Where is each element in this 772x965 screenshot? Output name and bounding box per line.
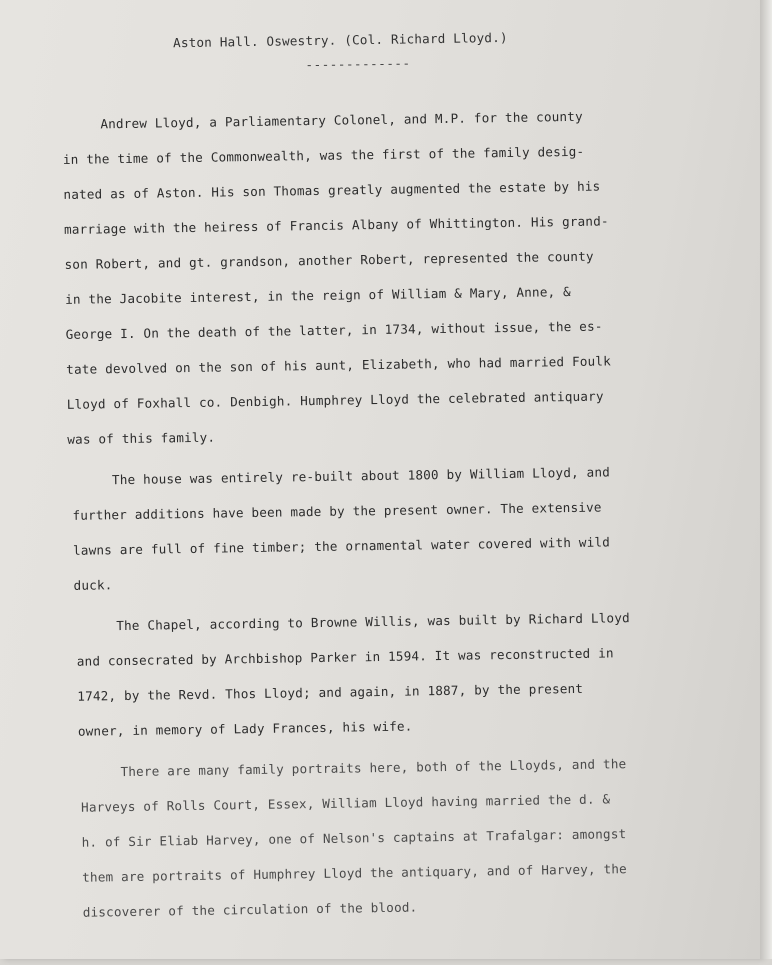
text-line: in the Jacobite interest, in the reign of William & Mary, Anne, & (65, 283, 572, 307)
text-line: further additions have been made by the present owner. The extensive (72, 499, 602, 523)
text-line: lawns are full of fine timber; the ornamental water covered with wild (72, 534, 611, 558)
text-line: them are portraits of Humphrey Lloyd the antiquary, and of Harvey, the (82, 861, 628, 885)
text-line: in the time of the Commonwealth, was the first of the family desig- (62, 143, 585, 167)
text-line: Lloyd of Foxhall co. Denbigh. Humphrey Lloyd the celebrated antiquary (66, 388, 604, 412)
text-line: Andrew Lloyd, a Parliamentary Colonel, and M.P. for the county (100, 108, 583, 132)
text-line: was of this family. (67, 429, 216, 447)
page-title: Aston Hall. Oswestry. (Col. Richard Lloyd.) (172, 29, 508, 51)
text-line: duck. (73, 577, 113, 593)
text-line: nated as of Aston. His son Thomas greatly augmented the estate by his (63, 178, 601, 202)
title-underline: ------------- (305, 55, 411, 73)
text-line: George I. On the death of the latter, in 1734, without issue, the es- (65, 318, 603, 342)
text-line: discoverer of the circulation of the blood. (82, 899, 418, 920)
text-line: Harveys of Rolls Court, Essex, William Lloyd having married the d. & (80, 791, 611, 815)
text-line: There are many family portraits here, both of the Lloyds, and the (120, 756, 627, 780)
text-line: tate devolved on the son of his aunt, Elizabeth, who had married Foulk (66, 353, 612, 377)
text-line: The house was entirely re-built about 1800 by William Lloyd, and (111, 464, 611, 488)
text-line: 1742, by the Revd. Thos Lloyd; and again, in 1887, by the present (77, 680, 584, 704)
text-line: h. of Sir Eliab Harvey, one of Nelson's captains at Trafalgar: amongst (81, 826, 627, 850)
text-line: and consecrated by Archbishop Parker in 1594. It was reconstructed in (76, 645, 614, 669)
text-line: owner, in memory of Lady Frances, his wife. (77, 718, 413, 739)
text-line: marriage with the heiress of Francis Albany of Whittington. His grand- (63, 213, 609, 237)
text-line: The Chapel, according to Browne Willis, was built by Richard Lloyd (116, 610, 630, 634)
text-line: son Robert, and gt. grandson, another Robert, represented the county (64, 248, 594, 272)
